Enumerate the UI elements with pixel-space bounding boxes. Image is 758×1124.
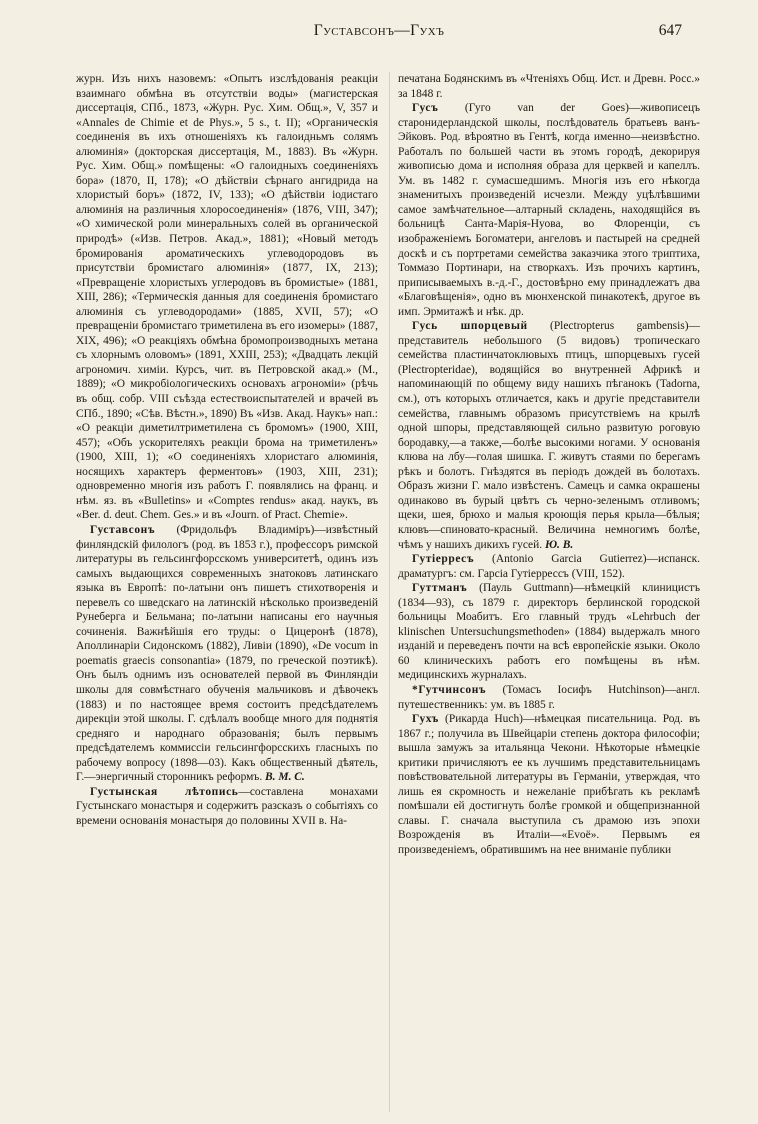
entry-headword: *Гутчинсонъ bbox=[412, 683, 487, 696]
author-signature: В. М. С. bbox=[265, 771, 305, 784]
entry-gus bbox=[398, 101, 700, 319]
entry-continuation bbox=[398, 72, 700, 101]
entry-headword: Гутіерресъ bbox=[412, 553, 475, 566]
entry-headword: Гухъ bbox=[412, 713, 439, 726]
author-signature: Ю. В. bbox=[544, 538, 574, 551]
entry-text: (Plectropterus gambensis)—представитель небольшого (5 видовъ) тропическаго семейства пластинчатоклювыхъ птицъ, шпорцевыхъ гусей (Plectropteridae), водящійся во внутренней Африкѣ и напоминающій по общему виду нашихъ пѣганокъ (Tadorna, см.), отъ которыхъ отличается, какъ и другіе представители семейства, главнымъ образомъ присутствіемъ на крылѣ одной шпоры, представляющей сильно развитую роговую бородавку,—а также,—болѣе высокими ногами. У основанія клюва на лбу—голая шишка. Г. живутъ стаями по берегамъ рѣкъ и болотъ. Гнѣздятся въ періодъ дождей въ болотахъ. Образъ жизни Г. мало извѣстенъ. Самецъ и самка окрашены одинаково въ бурый цвѣтъ съ черно-зеленымъ отливомъ; щеки, шея, брюхо и малыя кроющія перья крыла—бѣлыя; клювъ—спиновато-красный. Величина немногимъ болѣе, чѣмъ у нашихъ дикихъ гусей. bbox=[398, 320, 700, 551]
entry-continuation bbox=[76, 72, 378, 523]
entry-hutchinson bbox=[398, 683, 700, 712]
entry-text: журн. Изъ нихъ назовемъ: «Опытъ изслѣдованія реакціи взаимнаго обмѣна въ отсутствіи воды» (магистерская диссертація, СПб., 1873, «Журн. Рус. Хим. Общ.», V, 357 и «Annales de Chimie et de Phys.», 5 s., t. II); «Органическія соединенія въ ихъ отношеніяхъ къ галоидньмъ солямъ алюминія» (докторская диссертація, М., 1883). Въ «Журн. Рус. Хим. Общ.» помѣщены: «О галоидныхъ соединеніяхъ бора» (1870, II, 178); «О дѣйствіи сѣрнаго ангидрида на хлористый боръ» (1872, IV, 133); «О дѣйствіи іодистаго алюминія на различныя хлоросоединенія» (1876, VIII, 347); «О химической роли минеральныхъ солей въ органической природѣ» («Изв. Петров. Акад.», 1881); «Новый методъ бромированія ароматическихъ углеводородовъ въ присутствіи бромистаго алюминія» (1877, IX, 213); «Превращеніе хлористыхъ углеродовъ въ бромистые» (1881, XIII, 286); «Термическія данныя для соединенія бромистаго алюминія съ углеводородами» (1885, XVII, 57); «О превращеніи бромистаго триметилена въ его изомеры» (1887, XIX, 496); «О реакціяхъ обмѣна бромопроизводныхъ метана съ хлорнымъ оловомъ» (1891, XXIII, 253); «Двадцать лекцій агрономич. химіи. Курсъ, чит. въ Петровской акад.» (М., 1889); «О микробіологическихъ основахъ агрономіи» (рѣчь въ общ. собр. VIII съѣзда естествоиспытателей и врачей въ СПб., 1890; «Сѣв. Вѣстн.», 1890) Въ «Изв. Акад. Наукъ» нап.: «О реакціи диметилтриметилена съ бромомъ» (1900, XIII, 457); «Объ ускорителяхъ реакціи брома на триметиленъ» (1900, XIII, 1); «О соединеніяхъ хлористаго алюминія, носящихъ характеръ ферментовъ» (1903, XIII, 231); одновременно многія изъ работъ Г. появлялись на франц. и нѣм. яз. въ «Bulletins» и «Comptes rendus» акад. наукъ, въ «Ber. d. deut. Chem. Ges.» и въ «Journ. of Pract. Chemie». bbox=[76, 73, 378, 522]
entry-gus-shportsevyi bbox=[398, 319, 700, 552]
entry-gutierres bbox=[398, 552, 700, 581]
entry-text: (Рикарда Huch)—нѣмецкая писательница. Род. въ 1867 г.; получила въ Швейцаріи степень доктора философіи; вышла замужъ за итальянца Чекони. Нѣкоторые нѣмецкіе критики причисляютъ ее къ лучшимъ представительницамъ повѣствовательной литературы въ Германіи, утверждая, что лишь ея скромность и нежеланіе прибѣгать къ рекламѣ помѣшали ей достигнуть болѣе громкой и общепризнанной славы. Г. сначала выступила съ драмою изъ эпохи Возрожденія въ Италіи—«Evoë». Первымъ ея произведеніемъ, обратившимъ на нее вниманіе публики bbox=[398, 713, 700, 856]
entry-guttman bbox=[398, 581, 700, 683]
right-column bbox=[398, 72, 700, 858]
entry-gustavson bbox=[76, 523, 378, 785]
page-number: 647 bbox=[658, 22, 682, 39]
entry-headword: Густынская лѣтопись bbox=[90, 785, 239, 798]
entry-headword: Густавсонъ bbox=[90, 523, 156, 536]
entry-huch bbox=[398, 712, 700, 857]
entry-gustynskaya-letopis bbox=[76, 785, 378, 829]
entry-text: печатана Бодянскимъ въ «Чтеніяхъ Общ. Ист. и Древн. Росс.» за 1848 г. bbox=[398, 73, 700, 100]
running-title: Густавсонъ—Гухъ bbox=[313, 22, 445, 39]
entry-text: (Фридольфъ Владиміръ)—извѣстный финляндскій филологъ (род. въ 1853 г.), профессоръ римской литературы въ гельсингфорсскомъ университетѣ, одинъ изъ самыхъ выдающихся современныхъ знатоковъ латинскаго языка въ Европѣ: по-латыни онъ пишетъ стихотворенія и перевелъ со шведскаго на латинскій нѣсколько произведеній Рунеберга и Бельмана; по-латыни написаны его научныя сочиненія. Важнѣйшія его труды: о Цицеронѣ (1878), Аполлинаріи Сидонскомъ (1882), Ливіи (1890), «De vocum in poematis graecis consonantia» (1879, по греческой поэтикѣ). Онъ былъ однимъ изъ основателей первой въ Финляндіи школы для совмѣстнаго обученія мальчиковъ и дѣвочекъ (1883) и по настоящее время состоитъ предсѣдателемъ дирекціи этой школы. Г. сдѣлалъ вообще много для поднятія средняго и народнаго образованія; былъ первымъ предсѣдателемъ коммиссіи гельсингфорсскихъ гласныхъ по рабочему вопросу (1898—03). Какъ общественный дѣятель, Г.—энергичный сторонникъ реформъ. bbox=[76, 523, 378, 784]
entry-text: (Antonio Garcia Gutierrez)—испанск. драматургъ: см. Гарсіа Гутіеррессъ (VIII, 152). bbox=[398, 553, 700, 580]
entry-headword: Гусъ bbox=[412, 102, 439, 115]
entry-text: (Пауль Guttmann)—нѣмецкій клиницистъ (1834—93), съ 1879 г. директоръ берлинской городской больницы Моабитъ. Его главный трудъ «Lehrbuch der klinischen Untersuchungsmethoden» (1884) выдержалъ много изданій и переведенъ почти на всѣ европейскіе языки. Около 60 клиническихъ работъ его помѣщены въ нѣм. медицинскихъ журналахъ. bbox=[398, 582, 700, 682]
entry-headword: Гусь шпорцевый bbox=[412, 320, 528, 333]
entry-text: (Томасъ Іосифъ Hutchinson)—англ. путешественникъ: ум. въ 1885 г. bbox=[398, 683, 700, 711]
column-divider bbox=[389, 72, 390, 1112]
entry-text: —составлена монахами Густынскаго монастыря и содержитъ разсказъ о событіяхъ со времени основанія монастыря до половины XVII в. На- bbox=[76, 785, 379, 827]
page-header bbox=[0, 22, 758, 52]
left-column bbox=[76, 72, 378, 828]
entry-text: (Гуго van der Goes)—живописецъ старонидерландской школы, послѣдователь братьевъ ванъ-Эйковъ. Род. вѣроятно въ Гентѣ, когда именно—неизвѣстно. Работалъ по большей части въ этомъ городѣ, декорируя живописью дома и исполняя образа для церквей и капеллъ. Ум. въ 1482 г. сумасшедшимъ. Многія изъ его нѣкогда знаменитыхъ произведеній исчезли. Между уцѣлѣвшими самое замѣчательное—алтарный складень, находящійся въ больницѣ Санта-Марія-Нуова, во Флоренціи, съ изображеніемъ Богоматери, ангеловъ и пастырей на средней доскѣ и съ портретами семейства заказчика этого триптиха, Томмазо Портинари, на створкахъ. Изъ прочихъ картинъ, приписываемыхъ в.-д.-Г., достовѣрно ему принадлежатъ два «Благовѣщенія», одно въ мюнхенской пинакотекѣ, другое въ имп. Эрмитажѣ и нѣк. др. bbox=[398, 102, 700, 318]
entry-headword: Гуттманъ bbox=[412, 582, 468, 595]
